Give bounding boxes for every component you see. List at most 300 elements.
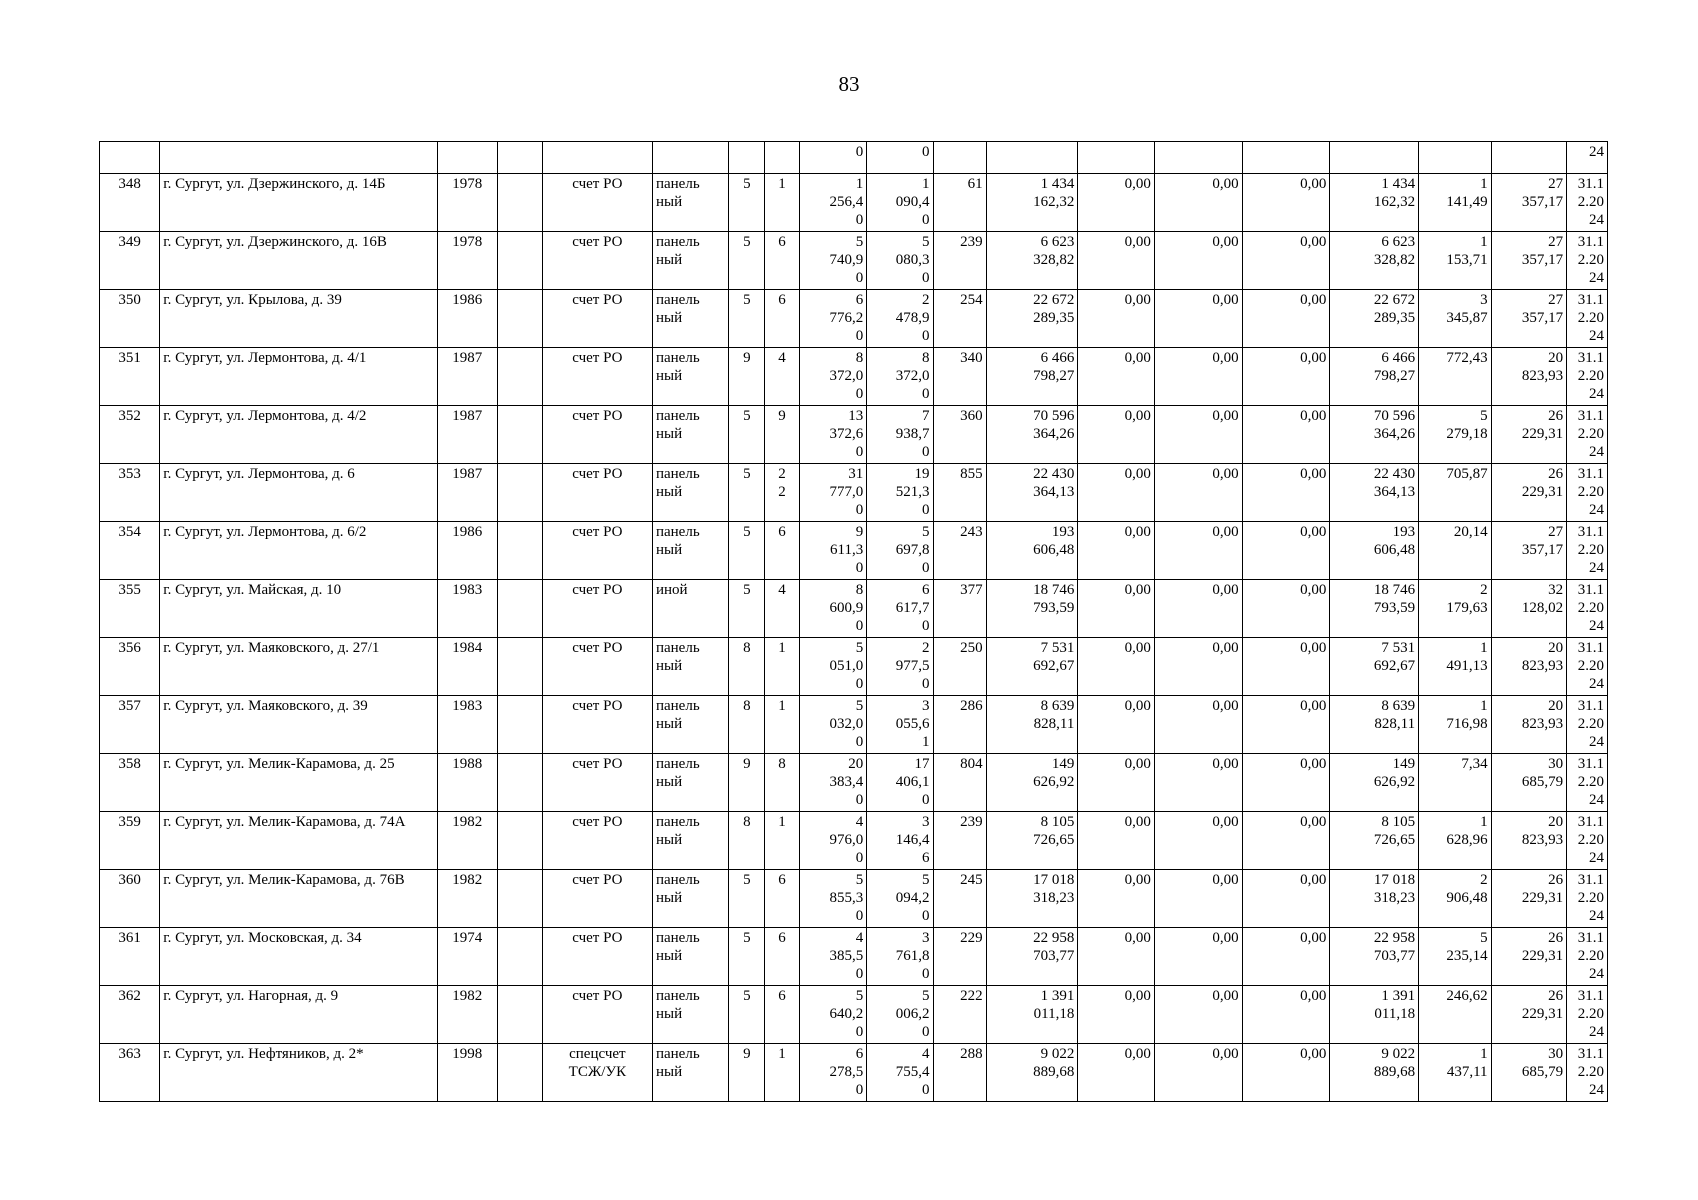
cell-living-area: 7 938,7 0: [867, 406, 933, 464]
table-row: [100, 406, 1608, 464]
cell-row-number: 353: [100, 464, 160, 522]
cell-total-area: 0: [799, 142, 866, 174]
cell-row-number: 348: [100, 174, 160, 232]
cell-row-number: 355: [100, 580, 160, 638]
cell-floors: 5: [729, 174, 765, 232]
cell-cost-fund-ministry: 0,00: [1078, 986, 1155, 1044]
cell-cost-budget-local: 0,00: [1242, 406, 1330, 464]
cell-total-area: 4 385,5 0: [799, 928, 866, 986]
cell-floors: 5: [729, 232, 765, 290]
table-row: [100, 290, 1608, 348]
cell-residents: 340: [933, 348, 986, 406]
cell-entrances: 2 2: [765, 464, 800, 522]
cell-address: г. Сургут, ул. Нефтяников, д. 2*: [160, 1044, 438, 1102]
cell-cost-fund-ministry: 0,00: [1078, 522, 1155, 580]
cell-max-cost-per-sqm: [1491, 142, 1567, 174]
cell-residents: 229: [933, 928, 986, 986]
cell-cost-owners: 6 466 798,27: [1330, 348, 1419, 406]
cell-wall-material: панель ный: [652, 464, 729, 522]
cell-cost-owners: 22 430 364,13: [1330, 464, 1419, 522]
cell-living-area: 2 977,5 0: [867, 638, 933, 696]
cell-wall-material: панель ный: [652, 406, 729, 464]
table-row: [100, 870, 1608, 928]
cell-deadline: 31.1 2.20 24: [1567, 464, 1608, 522]
cell-entrances: 6: [765, 232, 800, 290]
cell-total-area: 5 032,0 0: [799, 696, 866, 754]
cell-max-cost-per-sqm: 32 128,02: [1491, 580, 1567, 638]
cell-address: г. Сургут, ул. Мелик-Карамова, д. 74А: [160, 812, 438, 870]
cell-cost-owners: 1 434 162,32: [1330, 174, 1419, 232]
table-row: [100, 638, 1608, 696]
cell-residents: 243: [933, 522, 986, 580]
cell-row-number: 361: [100, 928, 160, 986]
cell-cost-per-sqm: 5 279,18: [1419, 406, 1491, 464]
cell-cost-per-sqm: 705,87: [1419, 464, 1491, 522]
cell-cost-budget-region: 0,00: [1154, 754, 1242, 812]
cell-address: г. Сургут, ул. Мелик-Карамова, д. 25: [160, 754, 438, 812]
cell-address: г. Сургут, ул. Дзержинского, д. 14Б: [160, 174, 438, 232]
cell-residents: 245: [933, 870, 986, 928]
cell-floors: 5: [729, 522, 765, 580]
cell-cost-total: 6 466 798,27: [986, 348, 1078, 406]
cell-wall-material: панель ный: [652, 232, 729, 290]
cell-cost-budget-local: [1242, 142, 1330, 174]
cell-wall-material: панель ный: [652, 1044, 729, 1102]
cell-residents: 239: [933, 812, 986, 870]
cell-address: г. Сургут, ул. Крылова, д. 39: [160, 290, 438, 348]
cell-deadline: 31.1 2.20 24: [1567, 1044, 1608, 1102]
cell-cost-budget-region: 0,00: [1154, 812, 1242, 870]
cell-row-number: 357: [100, 696, 160, 754]
cell-cost-owners: 22 958 703,77: [1330, 928, 1419, 986]
cell-fund-method: счет РО: [542, 232, 652, 290]
cell-blank-col: [497, 290, 542, 348]
cell-cost-owners: 1 391 011,18: [1330, 986, 1419, 1044]
cell-entrances: [765, 142, 800, 174]
table-row: [100, 812, 1608, 870]
table-row: [100, 348, 1608, 406]
cell-deadline: 31.1 2.20 24: [1567, 754, 1608, 812]
cell-total-area: 6 278,5 0: [799, 1044, 866, 1102]
cell-cost-budget-region: 0,00: [1154, 580, 1242, 638]
cell-max-cost-per-sqm: 26 229,31: [1491, 464, 1567, 522]
cell-cost-total: 18 746 793,59: [986, 580, 1078, 638]
cell-max-cost-per-sqm: 30 685,79: [1491, 1044, 1567, 1102]
cell-floors: 8: [729, 812, 765, 870]
cell-fund-method: счет РО: [542, 348, 652, 406]
cell-living-area: 3 761,8 0: [867, 928, 933, 986]
cell-wall-material: панель ный: [652, 986, 729, 1044]
cell-address: г. Сургут, ул. Лермонтова, д. 6: [160, 464, 438, 522]
cell-deadline: 31.1 2.20 24: [1567, 290, 1608, 348]
cell-cost-budget-region: 0,00: [1154, 174, 1242, 232]
cell-total-area: 8 372,0 0: [799, 348, 866, 406]
cell-blank-col: [497, 142, 542, 174]
cell-residents: 360: [933, 406, 986, 464]
cell-fund-method: спецсчет ТСЖ/УК: [542, 1044, 652, 1102]
cell-max-cost-per-sqm: 20 823,93: [1491, 696, 1567, 754]
cell-wall-material: панель ный: [652, 812, 729, 870]
cell-year-built: 1982: [437, 986, 497, 1044]
cell-entrances: 6: [765, 986, 800, 1044]
table-row: [100, 232, 1608, 290]
cell-living-area: 5 094,2 0: [867, 870, 933, 928]
cell-total-area: 4 976,0 0: [799, 812, 866, 870]
cell-total-area: 5 855,3 0: [799, 870, 866, 928]
cell-floors: 5: [729, 986, 765, 1044]
cell-wall-material: панель ный: [652, 928, 729, 986]
cell-blank-col: [497, 870, 542, 928]
cell-living-area: 2 478,9 0: [867, 290, 933, 348]
cell-residents: 61: [933, 174, 986, 232]
cell-cost-owners: [1330, 142, 1419, 174]
cell-cost-fund-ministry: 0,00: [1078, 696, 1155, 754]
cell-total-area: 13 372,6 0: [799, 406, 866, 464]
page-number: 83: [838, 72, 860, 96]
cell-max-cost-per-sqm: 27 357,17: [1491, 174, 1567, 232]
cell-year-built: 1986: [437, 290, 497, 348]
cell-cost-per-sqm: 1 716,98: [1419, 696, 1491, 754]
cell-deadline: 31.1 2.20 24: [1567, 928, 1608, 986]
cell-cost-budget-local: 0,00: [1242, 638, 1330, 696]
cell-cost-budget-local: 0,00: [1242, 812, 1330, 870]
cell-cost-fund-ministry: 0,00: [1078, 870, 1155, 928]
cell-wall-material: [652, 142, 729, 174]
cell-deadline: 31.1 2.20 24: [1567, 812, 1608, 870]
cell-living-area: 1 090,4 0: [867, 174, 933, 232]
cell-blank-col: [497, 696, 542, 754]
cell-cost-per-sqm: 2 179,63: [1419, 580, 1491, 638]
cell-cost-per-sqm: 2 906,48: [1419, 870, 1491, 928]
cell-year-built: [437, 142, 497, 174]
cell-row-number: 350: [100, 290, 160, 348]
cell-cost-total: 9 022 889,68: [986, 1044, 1078, 1102]
cell-cost-budget-local: 0,00: [1242, 174, 1330, 232]
cell-cost-owners: 149 626,92: [1330, 754, 1419, 812]
cell-blank-col: [497, 464, 542, 522]
cell-address: г. Сургут, ул. Московская, д. 34: [160, 928, 438, 986]
cell-residents: 222: [933, 986, 986, 1044]
cell-year-built: 1984: [437, 638, 497, 696]
cell-entrances: 1: [765, 174, 800, 232]
cell-deadline: 31.1 2.20 24: [1567, 174, 1608, 232]
cell-cost-per-sqm: 246,62: [1419, 986, 1491, 1044]
cell-cost-owners: 22 672 289,35: [1330, 290, 1419, 348]
cell-year-built: 1982: [437, 812, 497, 870]
cell-residents: 286: [933, 696, 986, 754]
cell-cost-budget-local: 0,00: [1242, 986, 1330, 1044]
cell-deadline: 31.1 2.20 24: [1567, 406, 1608, 464]
cell-cost-fund-ministry: 0,00: [1078, 580, 1155, 638]
cell-total-area: 20 383,4 0: [799, 754, 866, 812]
cell-blank-col: [497, 406, 542, 464]
cell-cost-owners: 17 018 318,23: [1330, 870, 1419, 928]
cell-fund-method: счет РО: [542, 522, 652, 580]
cell-deadline: 31.1 2.20 24: [1567, 870, 1608, 928]
cell-cost-total: 193 606,48: [986, 522, 1078, 580]
cell-cost-total: 149 626,92: [986, 754, 1078, 812]
cell-living-area: 6 617,7 0: [867, 580, 933, 638]
cell-year-built: 1982: [437, 870, 497, 928]
cell-blank-col: [497, 580, 542, 638]
cell-cost-total: 8 639 828,11: [986, 696, 1078, 754]
cell-entrances: 4: [765, 580, 800, 638]
cell-cost-per-sqm: 5 235,14: [1419, 928, 1491, 986]
cell-row-number: 352: [100, 406, 160, 464]
cell-cost-total: [986, 142, 1078, 174]
table-row: [100, 928, 1608, 986]
cell-max-cost-per-sqm: 27 357,17: [1491, 290, 1567, 348]
cell-wall-material: панель ный: [652, 696, 729, 754]
cell-max-cost-per-sqm: 20 823,93: [1491, 638, 1567, 696]
cell-floors: 5: [729, 290, 765, 348]
cell-floors: 8: [729, 696, 765, 754]
cell-cost-per-sqm: [1419, 142, 1491, 174]
cell-address: г. Сургут, ул. Маяковского, д. 39: [160, 696, 438, 754]
cell-cost-fund-ministry: 0,00: [1078, 812, 1155, 870]
cell-floors: 9: [729, 754, 765, 812]
cell-cost-budget-local: 0,00: [1242, 232, 1330, 290]
cell-blank-col: [497, 754, 542, 812]
cell-row-number: 356: [100, 638, 160, 696]
cell-year-built: 1978: [437, 174, 497, 232]
cell-address: г. Сургут, ул. Дзержинского, д. 16В: [160, 232, 438, 290]
cell-address: г. Сургут, ул. Лермонтова, д. 6/2: [160, 522, 438, 580]
cell-residents: 250: [933, 638, 986, 696]
cell-year-built: 1986: [437, 522, 497, 580]
cell-wall-material: иной: [652, 580, 729, 638]
cell-cost-owners: 7 531 692,67: [1330, 638, 1419, 696]
cell-row-number: 354: [100, 522, 160, 580]
cell-cost-per-sqm: 1 491,13: [1419, 638, 1491, 696]
cell-entrances: 1: [765, 638, 800, 696]
cell-max-cost-per-sqm: 26 229,31: [1491, 928, 1567, 986]
cell-fund-method: счет РО: [542, 290, 652, 348]
cell-blank-col: [497, 812, 542, 870]
cell-cost-budget-region: 0,00: [1154, 348, 1242, 406]
cell-residents: 855: [933, 464, 986, 522]
cell-fund-method: счет РО: [542, 754, 652, 812]
cell-year-built: 1974: [437, 928, 497, 986]
cell-floors: 5: [729, 464, 765, 522]
cell-cost-budget-region: 0,00: [1154, 232, 1242, 290]
cell-max-cost-per-sqm: 20 823,93: [1491, 812, 1567, 870]
cell-cost-per-sqm: 7,34: [1419, 754, 1491, 812]
cell-cost-budget-region: 0,00: [1154, 522, 1242, 580]
cell-residents: [933, 142, 986, 174]
housing-table: [99, 141, 1608, 1102]
table-row: [100, 464, 1608, 522]
cell-cost-budget-region: 0,00: [1154, 928, 1242, 986]
cell-address: г. Сургут, ул. Майская, д. 10: [160, 580, 438, 638]
cell-wall-material: панель ный: [652, 754, 729, 812]
cell-cost-budget-local: 0,00: [1242, 754, 1330, 812]
cell-total-area: 5 740,9 0: [799, 232, 866, 290]
cell-living-area: 4 755,4 0: [867, 1044, 933, 1102]
table-continuation-row: [100, 142, 1608, 174]
cell-cost-budget-region: 0,00: [1154, 638, 1242, 696]
cell-address: г. Сургут, ул. Мелик-Карамова, д. 76В: [160, 870, 438, 928]
cell-cost-fund-ministry: [1078, 142, 1155, 174]
cell-blank-col: [497, 986, 542, 1044]
cell-cost-owners: 8 639 828,11: [1330, 696, 1419, 754]
cell-blank-col: [497, 348, 542, 406]
cell-living-area: 8 372,0 0: [867, 348, 933, 406]
cell-living-area: 0: [867, 142, 933, 174]
cell-cost-per-sqm: 1 437,11: [1419, 1044, 1491, 1102]
cell-living-area: 5 697,8 0: [867, 522, 933, 580]
cell-cost-budget-region: 0,00: [1154, 290, 1242, 348]
cell-floors: 5: [729, 580, 765, 638]
cell-cost-per-sqm: 772,43: [1419, 348, 1491, 406]
cell-deadline: 31.1 2.20 24: [1567, 232, 1608, 290]
cell-fund-method: счет РО: [542, 986, 652, 1044]
cell-row-number: [100, 142, 160, 174]
table-row: [100, 696, 1608, 754]
cell-cost-budget-local: 0,00: [1242, 348, 1330, 406]
cell-residents: 239: [933, 232, 986, 290]
table-row: [100, 580, 1608, 638]
cell-wall-material: панель ный: [652, 348, 729, 406]
cell-max-cost-per-sqm: 27 357,17: [1491, 522, 1567, 580]
cell-cost-owners: 6 623 328,82: [1330, 232, 1419, 290]
cell-row-number: 359: [100, 812, 160, 870]
cell-cost-fund-ministry: 0,00: [1078, 174, 1155, 232]
cell-cost-budget-region: [1154, 142, 1242, 174]
cell-residents: 254: [933, 290, 986, 348]
cell-deadline: 31.1 2.20 24: [1567, 348, 1608, 406]
cell-cost-total: 1 434 162,32: [986, 174, 1078, 232]
cell-residents: 377: [933, 580, 986, 638]
cell-year-built: 1978: [437, 232, 497, 290]
cell-living-area: 19 521,3 0: [867, 464, 933, 522]
cell-cost-fund-ministry: 0,00: [1078, 290, 1155, 348]
cell-entrances: 1: [765, 812, 800, 870]
cell-cost-fund-ministry: 0,00: [1078, 1044, 1155, 1102]
cell-cost-fund-ministry: 0,00: [1078, 348, 1155, 406]
cell-max-cost-per-sqm: 30 685,79: [1491, 754, 1567, 812]
table-row: [100, 522, 1608, 580]
cell-blank-col: [497, 638, 542, 696]
cell-row-number: 362: [100, 986, 160, 1044]
table-row: [100, 986, 1608, 1044]
cell-wall-material: панель ный: [652, 290, 729, 348]
cell-cost-budget-local: 0,00: [1242, 696, 1330, 754]
cell-fund-method: счет РО: [542, 638, 652, 696]
cell-entrances: 8: [765, 754, 800, 812]
cell-floors: 5: [729, 406, 765, 464]
cell-blank-col: [497, 522, 542, 580]
cell-cost-total: 22 672 289,35: [986, 290, 1078, 348]
cell-fund-method: счет РО: [542, 174, 652, 232]
cell-residents: 288: [933, 1044, 986, 1102]
cell-cost-owners: 9 022 889,68: [1330, 1044, 1419, 1102]
cell-residents: 804: [933, 754, 986, 812]
cell-floors: 5: [729, 928, 765, 986]
cell-cost-total: 6 623 328,82: [986, 232, 1078, 290]
cell-floors: 5: [729, 870, 765, 928]
cell-fund-method: счет РО: [542, 696, 652, 754]
cell-blank-col: [497, 232, 542, 290]
cell-blank-col: [497, 928, 542, 986]
cell-cost-per-sqm: 1 153,71: [1419, 232, 1491, 290]
cell-cost-budget-local: 0,00: [1242, 1044, 1330, 1102]
cell-floors: 8: [729, 638, 765, 696]
table-row: [100, 174, 1608, 232]
cell-max-cost-per-sqm: 20 823,93: [1491, 348, 1567, 406]
cell-row-number: 363: [100, 1044, 160, 1102]
cell-cost-budget-local: 0,00: [1242, 522, 1330, 580]
cell-wall-material: панель ный: [652, 174, 729, 232]
cell-total-area: 8 600,9 0: [799, 580, 866, 638]
cell-address: г. Сургут, ул. Нагорная, д. 9: [160, 986, 438, 1044]
cell-floors: 9: [729, 348, 765, 406]
cell-wall-material: панель ный: [652, 522, 729, 580]
cell-cost-owners: 193 606,48: [1330, 522, 1419, 580]
table-row: [100, 1044, 1608, 1102]
cell-entrances: 6: [765, 290, 800, 348]
cell-cost-fund-ministry: 0,00: [1078, 464, 1155, 522]
cell-cost-total: 8 105 726,65: [986, 812, 1078, 870]
cell-entrances: 6: [765, 870, 800, 928]
cell-entrances: 6: [765, 928, 800, 986]
cell-entrances: 1: [765, 1044, 800, 1102]
cell-entrances: 4: [765, 348, 800, 406]
cell-cost-budget-local: 0,00: [1242, 290, 1330, 348]
cell-cost-owners: 18 746 793,59: [1330, 580, 1419, 638]
cell-year-built: 1983: [437, 580, 497, 638]
cell-cost-owners: 8 105 726,65: [1330, 812, 1419, 870]
cell-cost-budget-region: 0,00: [1154, 870, 1242, 928]
cell-cost-budget-local: 0,00: [1242, 928, 1330, 986]
cell-fund-method: счет РО: [542, 580, 652, 638]
cell-total-area: 5 051,0 0: [799, 638, 866, 696]
cell-living-area: 3 055,6 1: [867, 696, 933, 754]
cell-fund-method: счет РО: [542, 812, 652, 870]
cell-row-number: 358: [100, 754, 160, 812]
cell-cost-budget-local: 0,00: [1242, 580, 1330, 638]
cell-deadline: 31.1 2.20 24: [1567, 522, 1608, 580]
cell-cost-fund-ministry: 0,00: [1078, 232, 1155, 290]
cell-year-built: 1987: [437, 348, 497, 406]
cell-entrances: 6: [765, 522, 800, 580]
cell-blank-col: [497, 1044, 542, 1102]
cell-row-number: 351: [100, 348, 160, 406]
cell-cost-per-sqm: 1 628,96: [1419, 812, 1491, 870]
cell-total-area: 9 611,3 0: [799, 522, 866, 580]
cell-floors: 9: [729, 1044, 765, 1102]
cell-cost-budget-region: 0,00: [1154, 406, 1242, 464]
cell-cost-total: 17 018 318,23: [986, 870, 1078, 928]
cell-living-area: 5 080,3 0: [867, 232, 933, 290]
cell-max-cost-per-sqm: 26 229,31: [1491, 870, 1567, 928]
cell-cost-budget-local: 0,00: [1242, 464, 1330, 522]
cell-row-number: 360: [100, 870, 160, 928]
cell-wall-material: панель ный: [652, 870, 729, 928]
cell-cost-per-sqm: 1 141,49: [1419, 174, 1491, 232]
cell-entrances: 9: [765, 406, 800, 464]
cell-address: г. Сургут, ул. Лермонтова, д. 4/1: [160, 348, 438, 406]
cell-fund-method: [542, 142, 652, 174]
cell-cost-per-sqm: 20,14: [1419, 522, 1491, 580]
cell-max-cost-per-sqm: 26 229,31: [1491, 986, 1567, 1044]
cell-total-area: 31 777,0 0: [799, 464, 866, 522]
cell-cost-total: 70 596 364,26: [986, 406, 1078, 464]
cell-deadline: 31.1 2.20 24: [1567, 986, 1608, 1044]
cell-address: г. Сургут, ул. Маяковского, д. 27/1: [160, 638, 438, 696]
cell-cost-total: 22 430 364,13: [986, 464, 1078, 522]
cell-cost-fund-ministry: 0,00: [1078, 638, 1155, 696]
